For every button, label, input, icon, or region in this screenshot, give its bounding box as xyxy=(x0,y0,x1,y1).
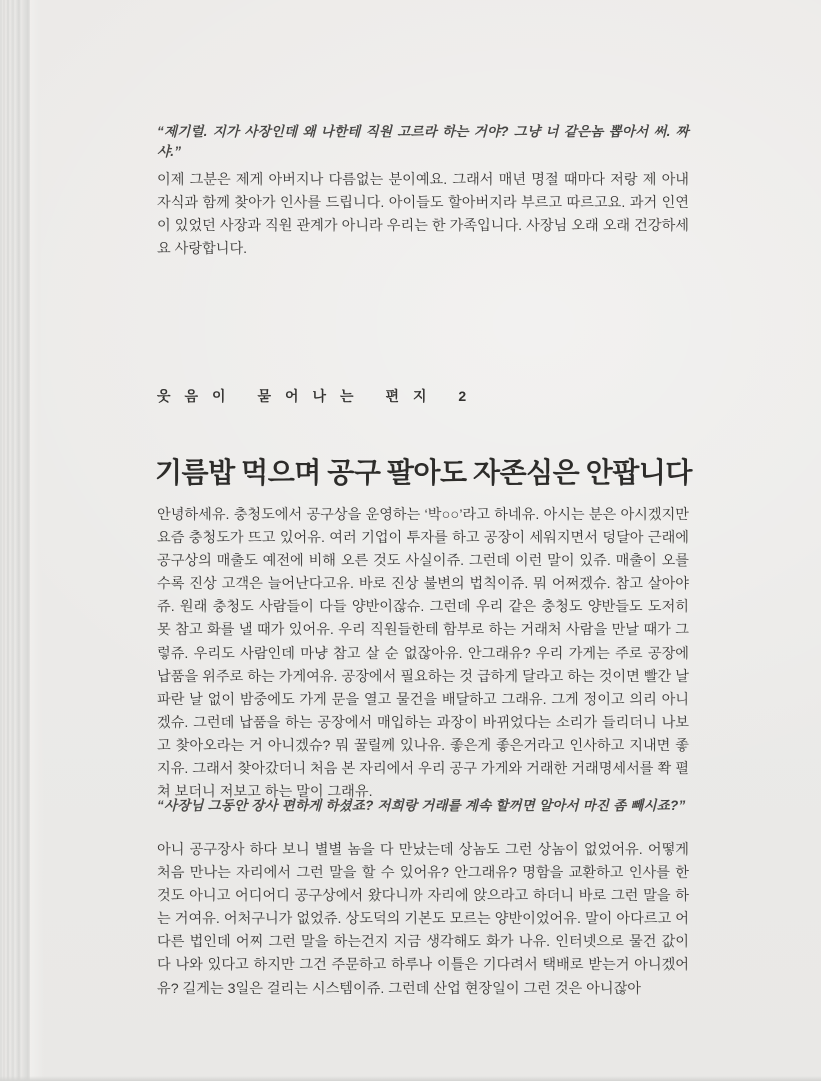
pull-quote-middle: “사장님 그동안 장사 편하게 하셨죠? 저희랑 거래를 계속 할꺼면 알아서 마진 좀 빼시죠?” xyxy=(157,798,686,813)
section-label: 웃음이 묻어나는 편지 2 xyxy=(157,388,481,404)
body-paragraph-1: 안녕하세유. 충청도에서 공구상을 운영하는 ‘박○○’라고 하네유. 아시는 분은 아시겠지만 요즘 충청도가 뜨고 있어유. 여러 기업이 투자를 하고 공장이 세워지면서 덩달아 근래에 공구상의 매출도 예전에 비해 오른 것도 사실이쥬. 그런데 이런 말이 있쥬. 매출이 오를수록 진상 고객은 늘어난다고유. 바로 진상 불변의 법칙이쥬. 뭐 어쩌겠슈. 참고 살아야쥬. 원래 충청도 사람들이 다들 양반이잖슈. 그런데 우리 같은 충청도 양반들도 도저히 못 참고 화를 낼 때가 있어유. 우리 직원들한테 함부로 하는 거래처 사람을 만날 때가 그렇쥬. 우리도 사람인데 마냥 참고 살 순 없잖아유. 안그래유? 우리 가게는 주로 공장에 납품을 위주로 하는 가게여유. 공장에서 필요하는 것 급하게 달라고 하는 것이면 빨간 날 파란 날 없이 밤중에도 가게 문을 열고 물건을 배달하고 그래유. 그게 정이고 의리 아니겠슈. 그런데 납품을 하는 공장에서 매입하는 과장이 바뀌었다는 소리가 들리더니 나보고 찾아오라는 거 아니겠슈? 뭐 꿀릴께 있나유. 좋은게 좋은거라고 인사하고 지내면 좋지유. 그래서 찾아갔더니 처음 본 자리에서 우리 공구 가게와 거래한 거래명세서를 쫙 펼쳐 보더니 저보고 하는 말이 그래유. xyxy=(157,507,689,801)
pull-quote-top: “제기럴. 지가 사장인데 왜 나한테 직원 고르라 하는 거야? 그냥 너 같은놈 뽑아서 써. 짜샤.” xyxy=(157,124,689,159)
body-paragraph-2: 아니 공구장사 하다 보니 별별 놈을 다 만났는데 상놈도 그런 상놈이 없었어유. 어떻게 처음 만나는 자리에서 그런 말을 할 수 있어유? 안그래유? 명함을 교환하고 인사를 한 것도 아니고 어디어디 공구상에서 왔다니까 자리에 앉으라고 하더니 바로 그런 말을 하는 거여유. 어처구니가 없었쥬. 상도덕의 기본도 모르는 양반이었어유. 말이 아다르고 어다른 법인데 어찌 그런 말을 하는건지 지금 생각해도 화가 나유. 인터넷으로 물건 값이 다 나와 있다고 하지만 그건 주문하고 하루나 이틀은 기다려서 택배로 받는거 아니겠어유? 길게는 3일은 걸리는 시스템이쥬. 그런데 산업 현장일이 그런 것은 아니잖아 xyxy=(157,842,689,997)
page-edge-highlight xyxy=(30,0,44,1081)
page-edge-stack xyxy=(0,0,30,1081)
page-bottom-edge xyxy=(0,1076,821,1081)
page-title: 기름밥 먹으며 공구 팔아도 자존심은 안팝니다 xyxy=(155,458,692,489)
letter-closing-paragraph: 이제 그분은 제게 아버지나 다름없는 분이예요. 그래서 매년 명절 때마다 저랑 제 아내 자식과 함께 찾아가 인사를 드립니다. 아이들도 할아버지라 부르고 따르고요. 과거 인연이 있었던 사장과 직원 관계가 아니라 우리는 한 가족입니다. 사장님 오래 오래 건강하세요 사랑합니다. xyxy=(157,172,689,258)
